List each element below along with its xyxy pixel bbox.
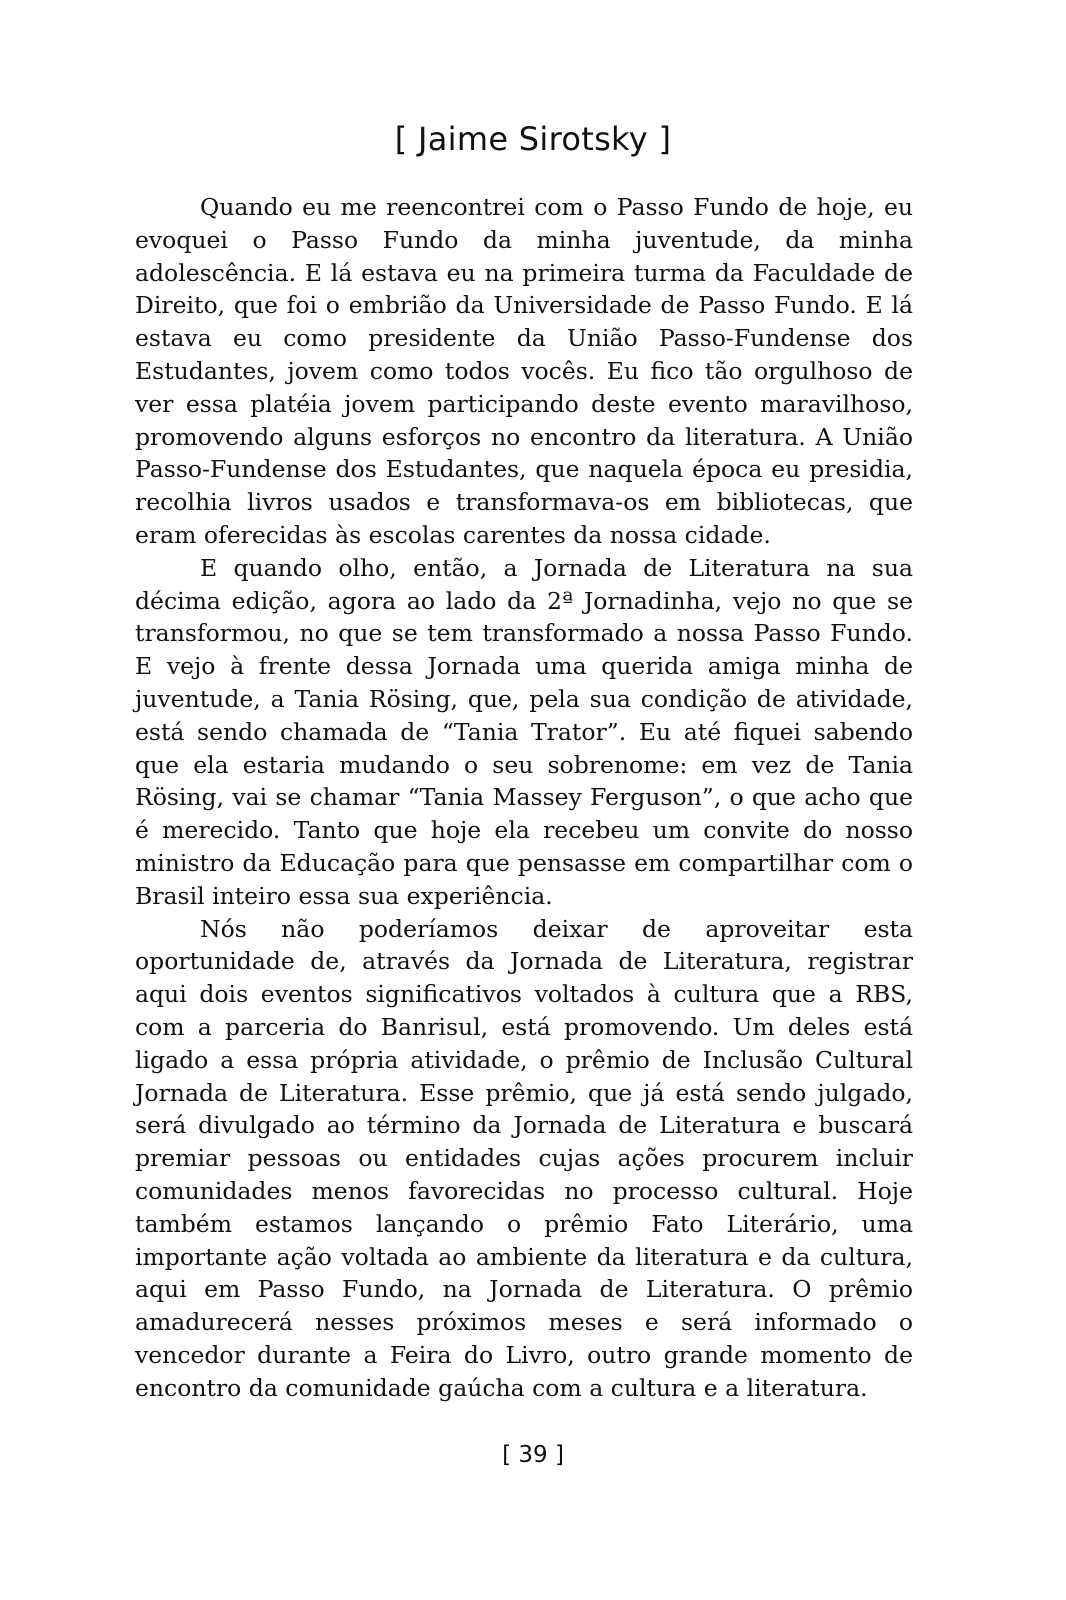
paragraph-2: E quando olho, então, a Jornada de Literatura na sua décima edição, agora ao lado da 2ª Jornadinha, vejo no que se transformou, no que se tem transformado a nossa Passo Fundo. E vejo à frente dessa Jornada uma querida amiga minha de juventude, a Tania Rösing, que, pela sua condição de atividade, está sendo chamada de “Tania Trator”. Eu até fiquei sabendo que ela estaria mudando o seu sobrenome: em vez de Tania Rösing, vai se chamar “Tania Massey Ferguson”, o que acho que é merecido. Tanto que hoje ela recebeu um convite do nosso ministro da Educação para que pensasse em compartilhar com o Brasil inteiro essa sua experiência. [135, 553, 913, 910]
page-number: [ 39 ] [502, 1442, 564, 1468]
paragraph-1: Quando eu me reencontrei com o Passo Fundo de hoje, eu evoquei o Passo Fundo da minha juventude, da minha adolescência. E lá estava eu na primeira turma da Faculdade de Direito, que foi o embrião da Universidade de Passo Fundo. E lá estava eu como presidente da União Passo-Fundense dos Estudantes, jovem como todos vocês. Eu fico tão orgulhoso de ver essa platéia jovem participando deste evento maravilhoso, promovendo alguns esforços no encontro da literatura. A União Passo-Fundense dos Estudantes, que naquela época eu presidia, recolhia livros usados e transformava-os em bibliotecas, que eram oferecidas às escolas carentes da nossa cidade. [135, 193, 913, 549]
paragraph-3: Nós não poderíamos deixar de aproveitar esta oportunidade de, através da Jornada de Literatura, registrar aqui dois eventos significativos voltados à cultura que a RBS, com a parceria do Banrisul, está promovendo. Um deles está ligado a essa própria atividade, o prêmio de Inclusão Cultural Jornada de Literatura. Esse prêmio, que já está sendo julgado, será divulgado ao término da Jornada de Literatura e buscará premiar pessoas ou entidades cujas ações procurem incluir comunidades menos favorecidas no processo cultural. Hoje também estamos lançando o prêmio Fato Literário, uma importante ação voltada ao ambiente da literatura e da cultura, aqui em Passo Fundo, na Jornada de Literatura. O prêmio amadurecerá nesses próximos meses e será informado o vencedor durante a Feira do Livro, outro grande momento de encontro da comunidade gaúcha com a cultura e a literatura. [135, 914, 913, 1402]
page-title: [ Jaime Sirotsky ] [394, 120, 672, 158]
body-text [135, 191, 913, 1404]
